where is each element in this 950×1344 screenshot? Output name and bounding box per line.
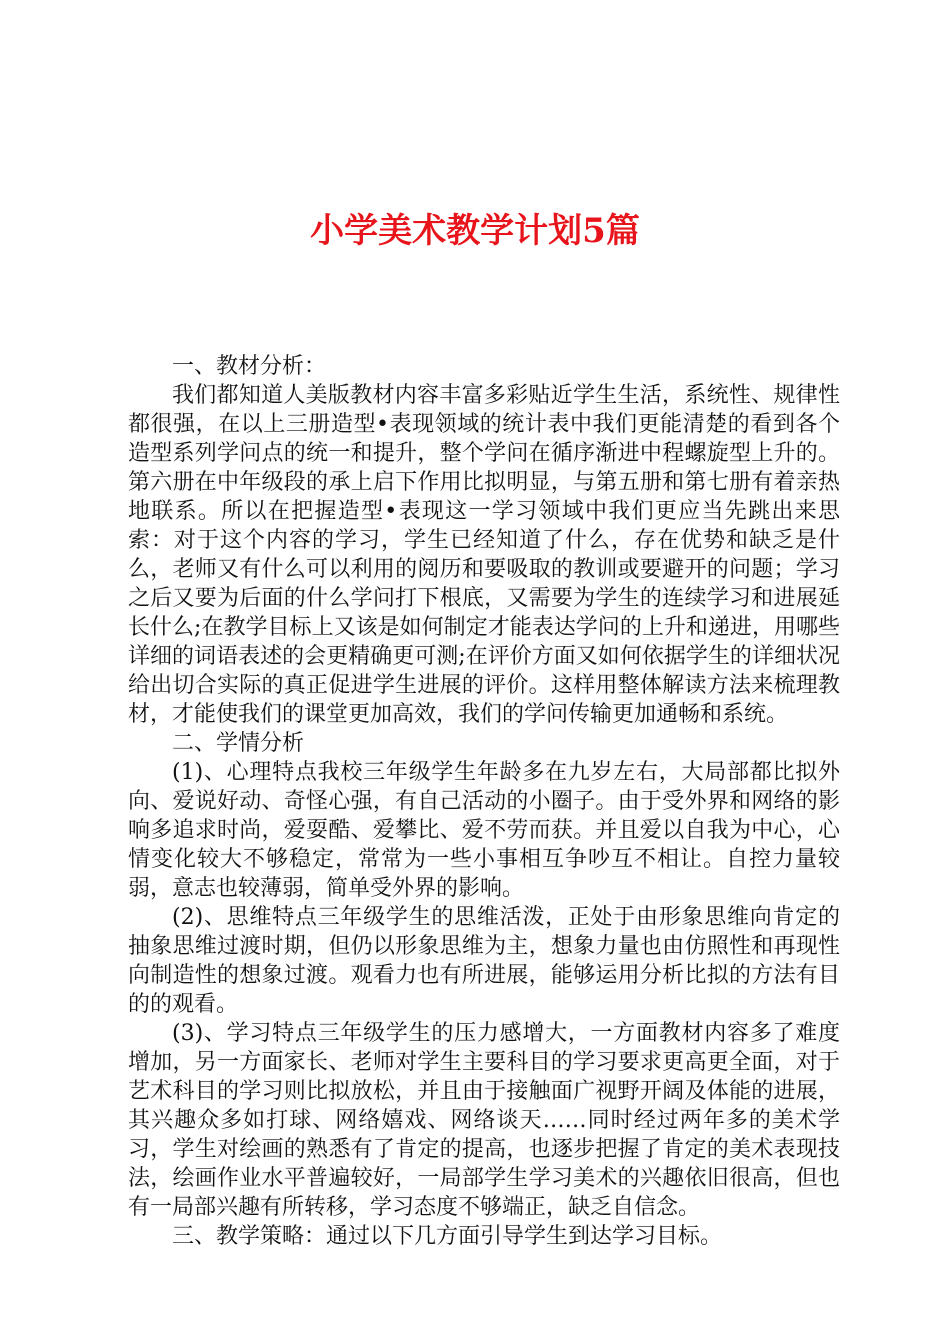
paragraph-learning-traits: (3)、学习特点三年级学生的压力感增大，一方面教材内容多了难度增加，另一方面家长、老师对学生主要科目的学习要求更高更全面，对于艺术科目的学习则比拟放松，并且由于接触面广视野开阔及体能的进展，其兴趣众多如打球、网络嬉戏、网络谈天……同时经过两年多的美术学习，学生对绘画的熟悉有了肯定的提高，也逐步把握了肯定的美术表现技法，绘画作业水平普遍较好，一局部学生学习美术的兴趣依旧很高，但也有一局部兴趣有所转移，学习态度不够端正，缺乏自信念。 bbox=[128, 1021, 840, 1220]
paragraph-textbook-analysis: 我们都知道人美版教材内容丰富多彩贴近学生生活，系统性、规律性都很强，在以上三册造型•表现领域的统计表中我们更能清楚的看到各个造型系列学问点的统一和提升，整个学问在循序渐进中程螺旋型上升的。第六册在中年级段的承上启下作用比拟明显，与第五册和第七册有着亲热地联系。所以在把握造型•表现这一学习领域中我们更应当先跳出来思索：对于这个内容的学习，学生已经知道了什么，存在优势和缺乏是什么，老师又有什么可以利用的阅历和要吸取的教训或要避开的问题；学习之后又要为后面的什么学问打下根底，又需要为学生的连续学习和进展延长什么;在教学目标上又该是如何制定才能表达学问的上升和递进，用哪些详细的词语表述的会更精确更可测;在评价方面又如何依据学生的详细状况给出切合实际的真正促进学生进展的评价。这样用整体解读方法来梳理教材，才能使我们的课堂更加高效，我们的学问传输更加通畅和系统。 bbox=[128, 383, 840, 727]
section-heading-student-analysis: 二、学情分析 bbox=[172, 731, 305, 756]
paragraph-psychological-traits: (1)、心理特点我校三年级学生年龄多在九岁左右，大局部都比拟外向、爱说好动、奇怪心强，有自己活动的小圈子。由于受外界和网络的影响多追求时尚，爱耍酷、爱攀比、爱不劳而获。并且爱以自我为中心，心情变化较大不够稳定，常常为一些小事相互争吵互不相让。自控力量较弱，意志也较薄弱，简单受外界的影响。 bbox=[128, 760, 840, 901]
paragraph-thinking-traits: (2)、思维特点三年级学生的思维活泼，正处于由形象思维向肯定的抽象思维过渡时期，但仍以形象思维为主，想象力量也由仿照性和再现性向制造性的想象过渡。观看力也有所进展，能够运用分析比拟的方法有目的的观看。 bbox=[128, 905, 840, 1017]
document-title: 小学美术教学计划5篇 bbox=[310, 211, 640, 251]
section-heading-teaching-strategy: 三、教学策略：通过以下几方面引导学生到达学习目标。 bbox=[172, 1224, 723, 1249]
section-heading-textbook-analysis: 一、教材分析： bbox=[172, 354, 327, 379]
document-body bbox=[128, 352, 840, 1251]
